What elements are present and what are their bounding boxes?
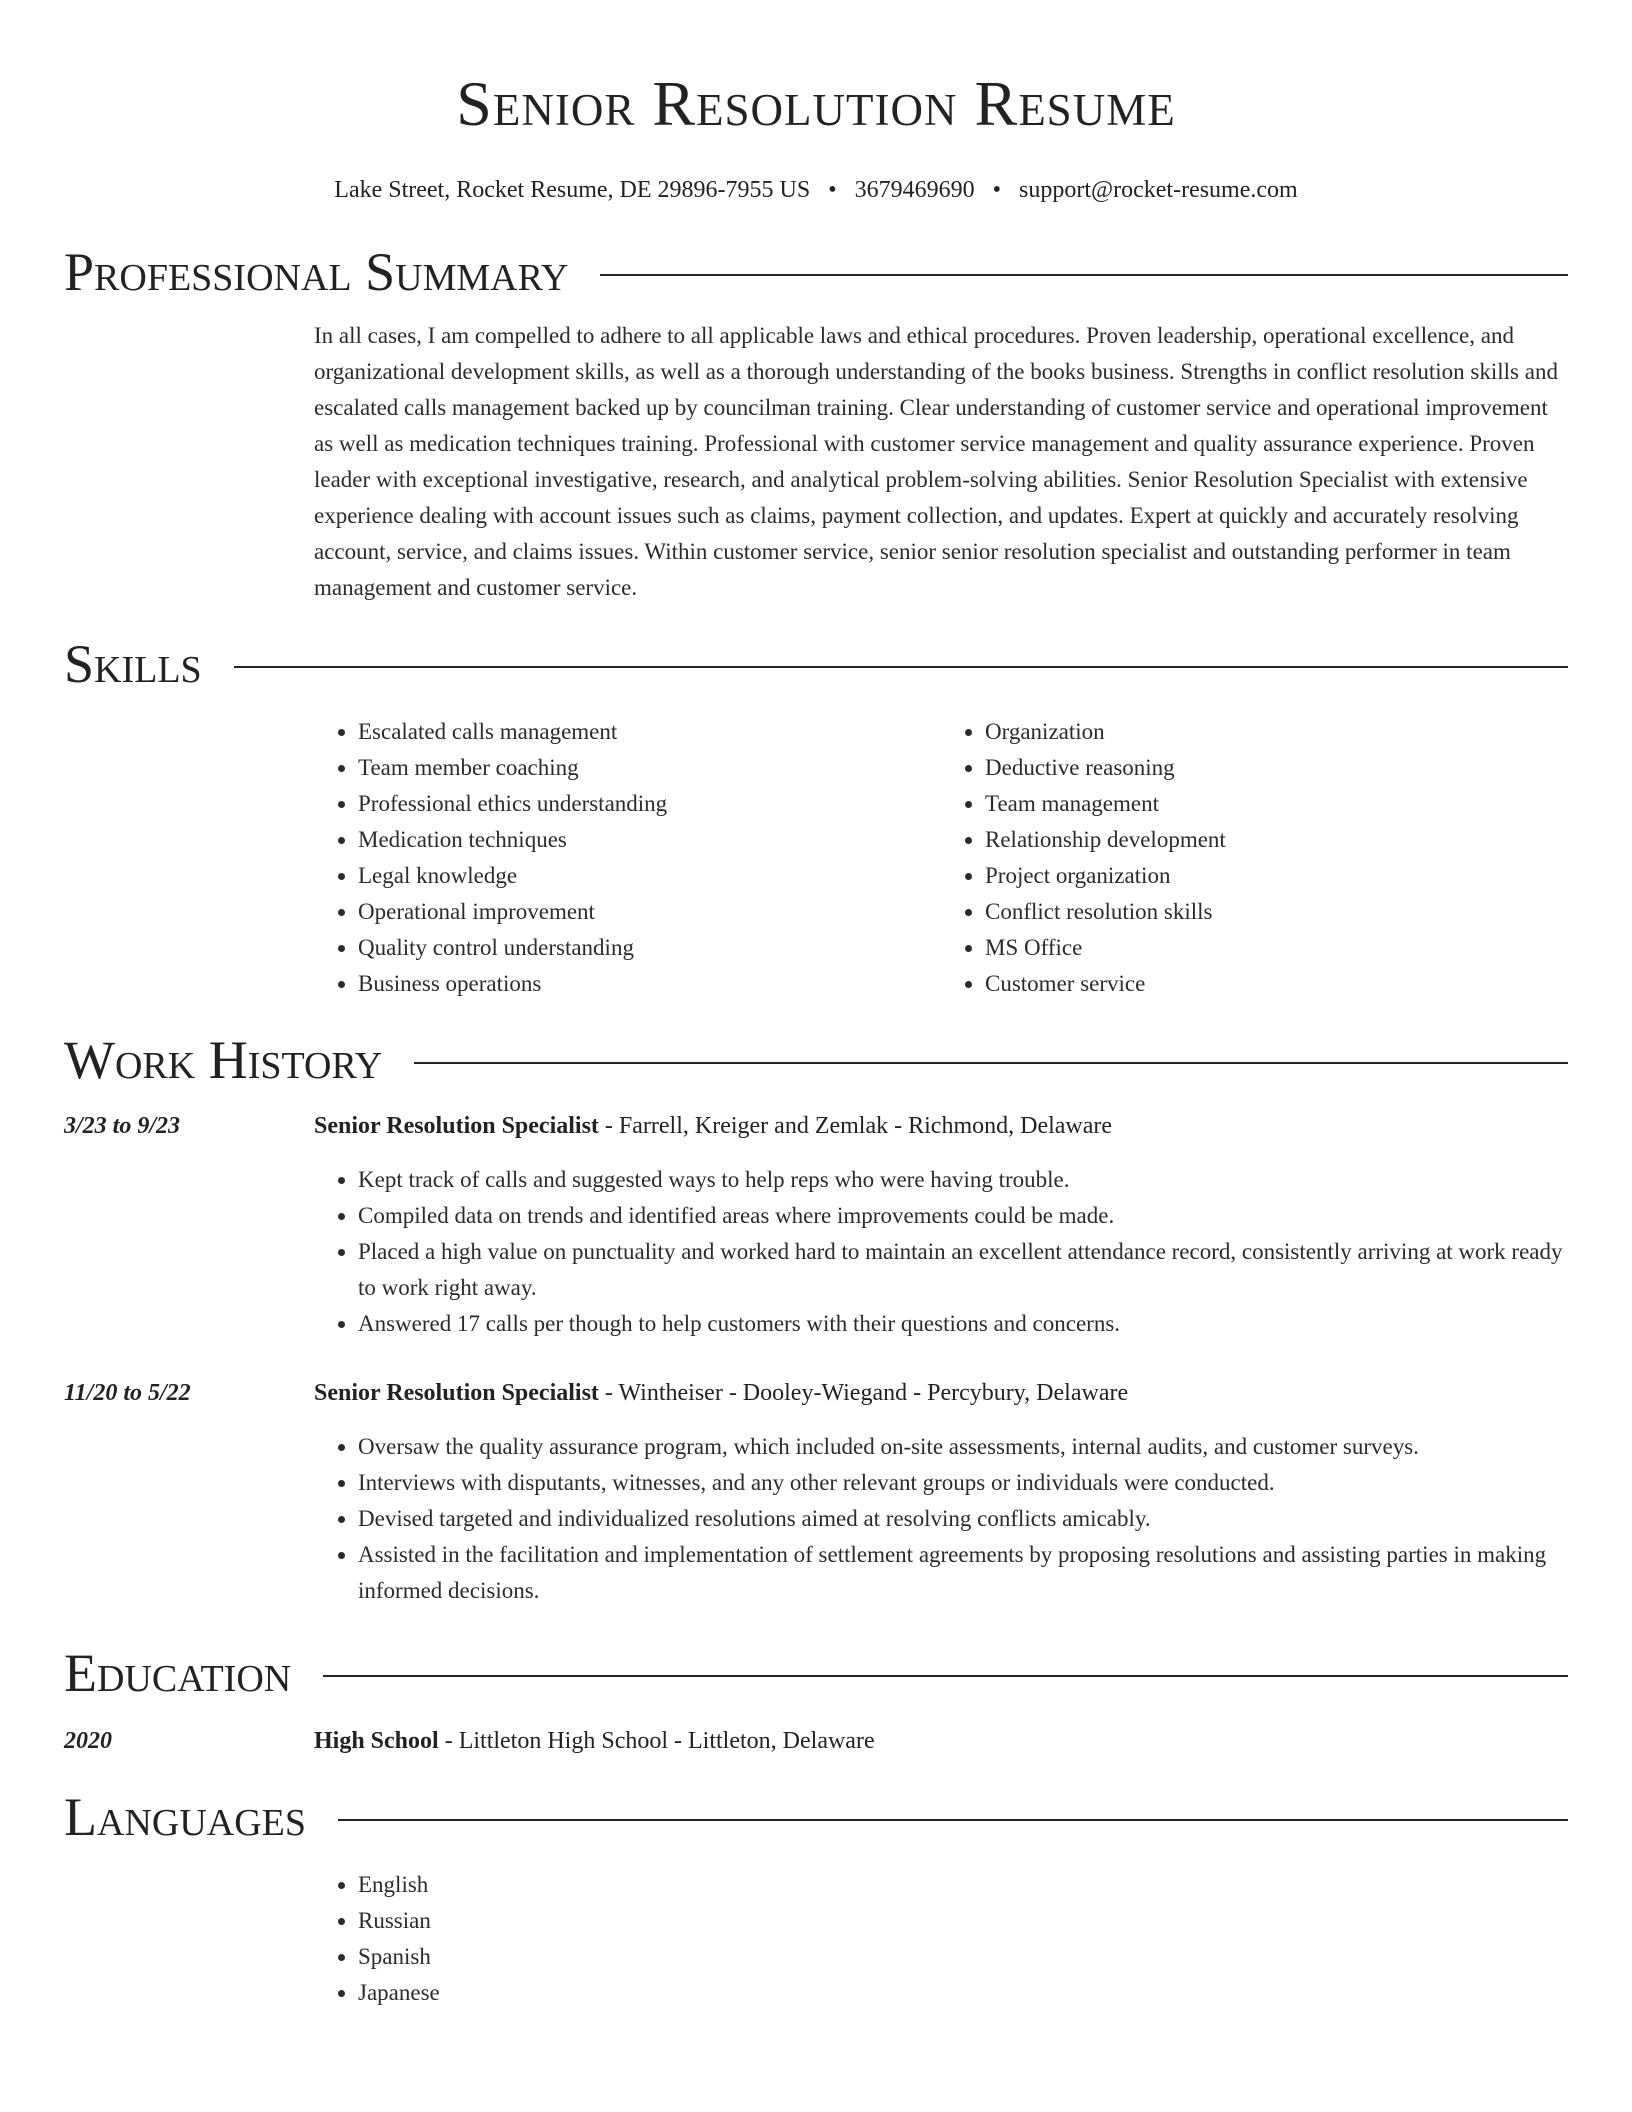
section-divider: [338, 1819, 1568, 1821]
job-duties: [314, 1429, 1568, 1609]
skills-heading: Skills: [64, 634, 202, 694]
work-section-header: [64, 1030, 1568, 1090]
job-duty: • Devised targeted and individualized resolutions aimed at resolving conflicts amicably.: [358, 1501, 1568, 1537]
job-dates: 3/23 to 9/23: [64, 1113, 181, 1139]
job-heading: [314, 1375, 1568, 1411]
section-divider: [414, 1062, 1568, 1064]
job-duty: • Compiled data on trends and identified areas where improvements could be made.: [358, 1198, 1568, 1234]
job-duties: [314, 1162, 1568, 1342]
job-entry: [64, 1375, 1568, 1609]
job-duty: • Placed a high value on punctuality and worked hard to maintain an excellent attendance record, consistently arriving at work ready to work right away.: [358, 1234, 1568, 1306]
summary-section-header: [64, 242, 1568, 302]
job-duty-list: [314, 1162, 1568, 1342]
job-title: Senior Resolution Specialist: [314, 1380, 599, 1406]
skill-item: • Operational improvement: [358, 894, 941, 930]
education-school: - Littleton High School - Littleton, Delaware: [438, 1728, 875, 1754]
education-heading: Education: [64, 1643, 292, 1703]
education-entry: [64, 1723, 1568, 1759]
section-divider: [323, 1675, 1568, 1677]
skill-item: • MS Office: [985, 930, 1568, 966]
skill-item: • Project organization: [985, 858, 1568, 894]
job-dates: 11/20 to 5/22: [64, 1380, 191, 1406]
job-duty: • Assisted in the facilitation and implementation of settlement agreements by proposing resolutions and assisting parties in making informed decisions.: [358, 1537, 1568, 1609]
contact-separator: •: [992, 177, 1002, 203]
section-divider: [234, 666, 1568, 668]
skills-column-left: [314, 714, 941, 1002]
resume-title: Senior Resolution Resume: [456, 68, 1176, 139]
work-heading: Work History: [64, 1030, 383, 1090]
language-item: • Japanese: [358, 1975, 1568, 2011]
job-heading: [314, 1108, 1568, 1144]
skill-item: • Business operations: [358, 966, 941, 1002]
language-item: • Spanish: [358, 1939, 1568, 1975]
skills-list: [314, 714, 1568, 1002]
job-entry: [64, 1108, 1568, 1342]
summary-heading: Professional Summary: [64, 242, 569, 302]
skill-item: • Quality control understanding: [358, 930, 941, 966]
job-title: Senior Resolution Specialist: [314, 1113, 599, 1139]
job-duty: • Answered 17 calls per though to help customers with their questions and concerns.: [358, 1306, 1568, 1342]
skill-item: • Escalated calls management: [358, 714, 941, 750]
skill-item: • Medication techniques: [358, 822, 941, 858]
summary-body: [314, 318, 1568, 606]
contact-address: Lake Street, Rocket Resume, DE 29896-7955 US: [334, 177, 811, 203]
contact-email: support@rocket-resume.com: [1019, 177, 1298, 203]
languages-section-header: [64, 1787, 1568, 1847]
languages-list: [314, 1867, 1568, 2011]
skills-column-right: [941, 714, 1568, 1002]
skill-item: • Deductive reasoning: [985, 750, 1568, 786]
job-duty-list: [314, 1429, 1568, 1609]
skill-item: • Professional ethics understanding: [358, 786, 941, 822]
education-heading-line: [314, 1723, 1568, 1759]
section-divider: [600, 274, 1568, 276]
skill-item: • Conflict resolution skills: [985, 894, 1568, 930]
contact-phone: 3679469690: [854, 177, 975, 203]
job-employer: - Farrell, Kreiger and Zemlak - Richmond, Delaware: [598, 1113, 1113, 1139]
education-degree: High School: [314, 1728, 439, 1754]
skills-section-header: [64, 634, 1568, 694]
skill-item: • Team member coaching: [358, 750, 941, 786]
job-header: [64, 1108, 1568, 1144]
job-duty: • Kept track of calls and suggested ways to help reps who were having trouble.: [358, 1162, 1568, 1198]
education-year: 2020: [64, 1728, 112, 1754]
skill-item: • Team management: [985, 786, 1568, 822]
skill-item: • Customer service: [985, 966, 1568, 1002]
contact-separator: •: [828, 177, 837, 203]
skill-item: • Relationship development: [985, 822, 1568, 858]
contact-line: [64, 174, 1568, 206]
summary-text: In all cases, I am compelled to adhere to all applicable laws and ethical procedures. Proven leadership, operational excellence, and organizational development skills, as well as a thorough understanding of the books business. Strengths in conflict resolution skills and escalated calls management backed up by councilman training. Clear understanding of customer service and operational improvement as well as medication techniques training. Professional with customer service management and quality assurance experience. Proven leader with exceptional investigative, research, and analytical problem-solving abilities. Senior Resolution Specialist with extensive experience dealing with account issues such as claims, payment collection, and updates. Expert at quickly and accurately resolving account, service, and claims issues. Within customer service, senior senior resolution specialist and outstanding performer in team management and customer service.: [314, 323, 1558, 600]
education-section-header: [64, 1643, 1568, 1703]
resume-page: [64, 0, 1568, 2011]
job-duty: • Oversaw the quality assurance program, which included on-site assessments, internal audits, and customer surveys.: [358, 1429, 1568, 1465]
skill-item: • Legal knowledge: [358, 858, 941, 894]
languages-heading: Languages: [64, 1787, 306, 1847]
job-header: [64, 1375, 1568, 1411]
language-item: • English: [358, 1867, 1568, 1903]
job-employer: - Wintheiser - Dooley-Wiegand - Percybury, Delaware: [598, 1380, 1129, 1406]
languages-body: [314, 1867, 1568, 2011]
language-item: • Russian: [358, 1903, 1568, 1939]
skill-item: • Organization: [985, 714, 1568, 750]
job-duty: • Interviews with disputants, witnesses, and any other relevant groups or individuals were conducted.: [358, 1465, 1568, 1501]
